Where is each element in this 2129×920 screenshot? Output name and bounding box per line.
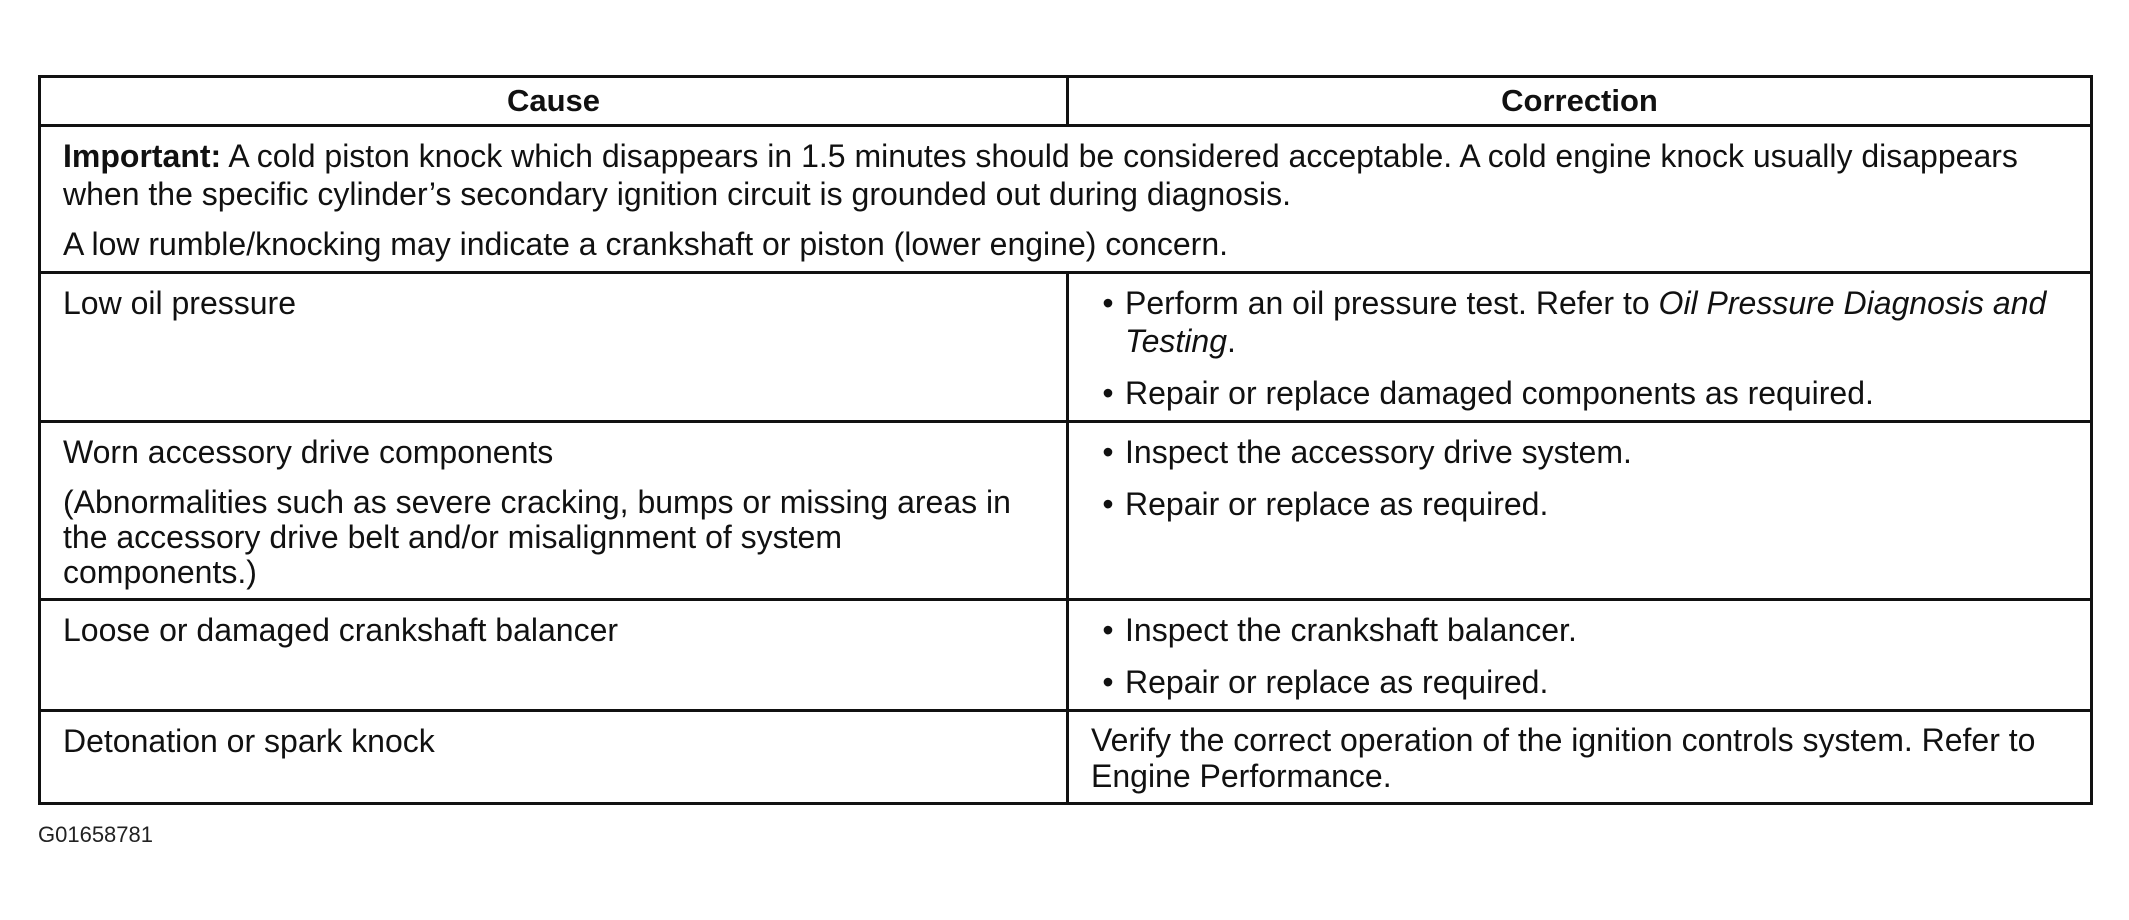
column-header-correction: Correction xyxy=(1068,77,2092,126)
list-item xyxy=(1091,374,2068,412)
important-note-row xyxy=(40,126,2092,273)
bullet-icon: • xyxy=(1102,375,1114,411)
cause-detail-text: (Abnormalities such as severe cracking, bumps or missing areas in the accessory drive belt and/or misalignment of system components.) xyxy=(63,484,1011,590)
correction-text: Repair or replace as required. xyxy=(1125,664,1549,700)
bullet-icon: • xyxy=(1102,434,1114,470)
table-header-row xyxy=(40,77,2092,126)
correction-cell xyxy=(1068,600,2092,711)
reference-link-text: Oil Pressure Diagnosis and Testing xyxy=(1125,285,2047,359)
correction-text: Verify the correct operation of the ignition controls system. Refer to Engine Performance. xyxy=(1091,722,2036,794)
cause-text: Loose or damaged crankshaft balancer xyxy=(63,612,619,648)
cause-text: Low oil pressure xyxy=(63,285,296,321)
diagnosis-table xyxy=(38,75,2093,805)
important-note-text: A cold piston knock which disappears in 1.5 minutes should be considered acceptable. A cold engine knock usually disappears when the specific cylinder’s secondary ignition circuit is grounded out during diagnosis. xyxy=(63,138,2018,212)
list-item xyxy=(1091,663,2068,701)
cause-cell xyxy=(40,711,1068,804)
correction-text: Perform an oil pressure test. Refer to xyxy=(1125,285,1659,321)
correction-text: Repair or replace damaged components as required. xyxy=(1125,375,1874,411)
important-label: Important: xyxy=(63,138,222,174)
correction-cell xyxy=(1068,711,2092,804)
rumble-note-text: A low rumble/knocking may indicate a crankshaft or piston (lower engine) concern. xyxy=(63,226,1229,262)
list-item xyxy=(1091,284,2068,360)
table-row xyxy=(40,273,2092,422)
list-item xyxy=(1091,485,2068,523)
cause-text: Worn accessory drive components xyxy=(63,434,554,470)
bullet-icon: • xyxy=(1102,486,1114,522)
list-item xyxy=(1091,611,2068,649)
correction-tail: . xyxy=(1227,323,1236,359)
correction-cell xyxy=(1068,273,2092,422)
bullet-icon: • xyxy=(1102,285,1114,321)
bullet-icon: • xyxy=(1102,612,1114,648)
list-item xyxy=(1091,433,2068,471)
cause-text: Detonation or spark knock xyxy=(63,723,435,759)
important-note-paragraph xyxy=(63,137,2068,213)
correction-text: Repair or replace as required. xyxy=(1125,486,1549,522)
cause-cell xyxy=(40,600,1068,711)
correction-cell xyxy=(1068,422,2092,600)
table-row xyxy=(40,422,2092,600)
important-note-cell xyxy=(40,126,2092,273)
table-row xyxy=(40,600,2092,711)
correction-text: Inspect the accessory drive system. xyxy=(1125,434,1632,470)
column-header-cause: Cause xyxy=(40,77,1068,126)
correction-list xyxy=(1091,433,2068,523)
bullet-icon: • xyxy=(1102,664,1114,700)
cause-cell xyxy=(40,273,1068,422)
cause-cell xyxy=(40,422,1068,600)
correction-list xyxy=(1091,284,2068,412)
table-row xyxy=(40,711,2092,804)
correction-list xyxy=(1091,611,2068,701)
correction-text: Inspect the crankshaft balancer. xyxy=(1125,612,1577,648)
figure-id: G01658781 xyxy=(38,822,153,847)
